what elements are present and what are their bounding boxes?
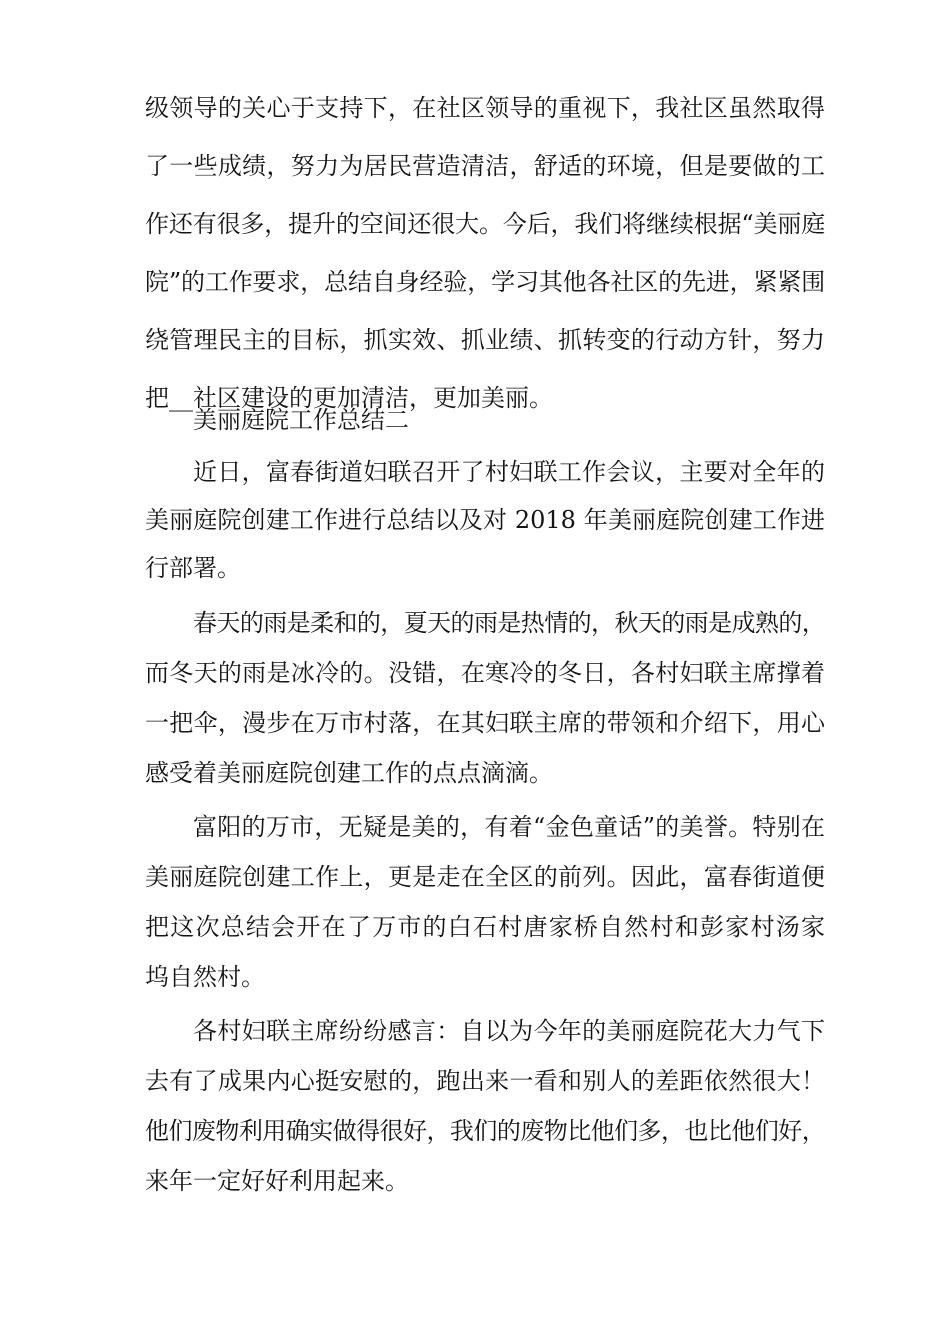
- text-line: 级领导的关心于支持下，在社区领导的重视下，我社区虽然取得: [145, 94, 825, 122]
- text-line: 一把伞，漫步在万市村落，在其妇联主席的带领和介绍下，用心: [145, 709, 825, 737]
- text-line: 近日，富春街道妇联召开了村妇联工作会议，主要对全年的: [193, 458, 825, 486]
- text-line: 来年一定好好利用起来。: [145, 1167, 409, 1195]
- text-line: 而冬天的雨是冰冷的。没错，在寒冷的冬日，各村妇联主席撑着: [145, 659, 825, 687]
- text-line: 美丽庭院创建工作上，更是走在全区的前列。因此，富春街道便: [145, 863, 825, 891]
- text-line: 院”的工作要求，总结自身经验，学习其他各社区的先进，紧紧围: [145, 268, 825, 296]
- text-line: 他们废物利用确实做得很好，我们的废物比他们多，也比他们好，: [145, 1117, 825, 1145]
- text-line: 行部署。: [145, 554, 241, 582]
- text-line: 把这次总结会开在了万市的白石村唐家桥自然村和彭家村汤家: [145, 913, 825, 941]
- text-line: 绕管理民主的目标，抓实效、抓业绩、抓转变的行动方针，努力: [145, 326, 825, 354]
- text-line: 去有了成果内心挺安慰的，跑出来一看和别人的差距依然很大！: [145, 1067, 825, 1095]
- text-line: 春天的雨是柔和的，夏天的雨是热情的，秋天的雨是成熟的，: [193, 609, 825, 637]
- text-line: 把__社区建设的更加清洁，更加美丽。: [145, 384, 553, 412]
- text-line: 富阳的万市，无疑是美的，有着“金色童话”的美誉。特别在: [193, 813, 825, 841]
- text-line: 美丽庭院创建工作进行总结以及对 2018 年美丽庭院创建工作进: [145, 506, 825, 534]
- section-heading: 美丽庭院工作总结二: [193, 406, 409, 434]
- text-line: 各村妇联主席纷纷感言：自以为今年的美丽庭院花大力气下: [193, 1017, 825, 1045]
- text-line: 了一些成绩，努力为居民营造清洁，舒适的环境，但是要做的工: [145, 152, 825, 180]
- text-line: 坞自然村。: [145, 963, 265, 991]
- text-line: 感受着美丽庭院创建工作的点点滴滴。: [145, 759, 553, 787]
- text-line: 作还有很多，提升的空间还很大。今后，我们将继续根据“美丽庭: [145, 210, 825, 238]
